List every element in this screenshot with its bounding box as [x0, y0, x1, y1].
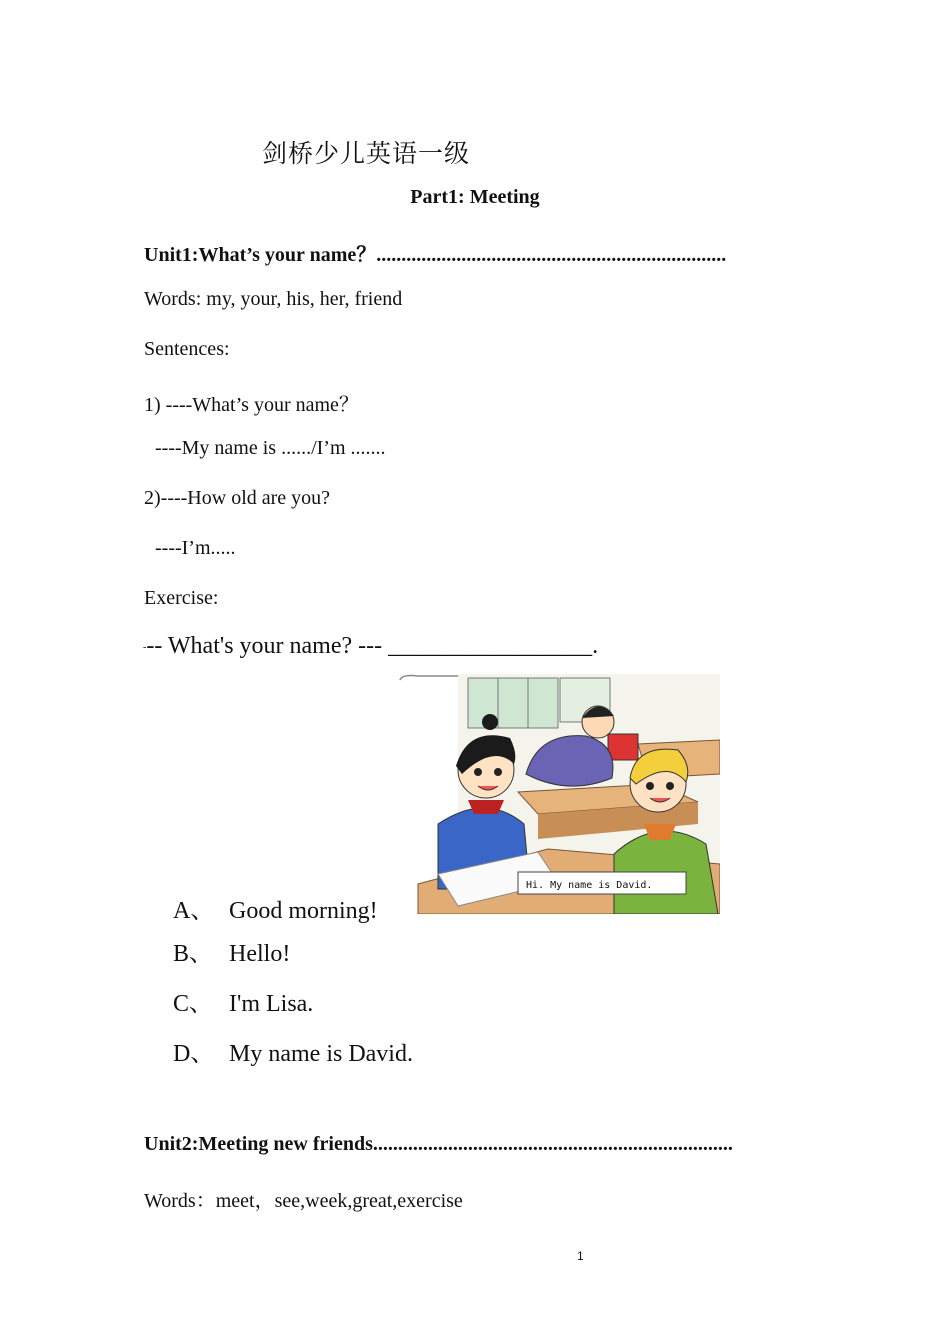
option-b-text: Hello! [229, 941, 291, 967]
sentences-label: Sentences: [144, 338, 230, 360]
option-a-letter: A、 [173, 898, 215, 924]
page-number: 1 [577, 1249, 584, 1263]
option-c[interactable] [173, 983, 313, 1018]
option-c-text: I'm Lisa. [229, 991, 314, 1017]
classroom-illustration [398, 674, 720, 914]
option-a[interactable] [173, 890, 378, 925]
option-d[interactable] [173, 1033, 413, 1068]
option-d-text: My name is David. [229, 1041, 413, 1067]
option-a-text: Good morning! [229, 898, 378, 924]
option-b[interactable] [173, 933, 290, 968]
option-b-letter: B、 [173, 941, 214, 967]
sentence-2-answer: ----I’m..... [155, 537, 236, 559]
exercise-question-text: -- What's your name? --- _________________. [146, 633, 599, 659]
unit1-words: Words: my, your, his, her, friend [144, 288, 403, 310]
sentence-2-question: 2)----How old are you? [144, 487, 331, 509]
document-title: 剑桥少儿英语一级 [262, 139, 471, 168]
exercise-label: Exercise: [144, 587, 219, 609]
sentence-1-answer: ----My name is ....../I’m ....... [155, 437, 386, 459]
illustration-caption: Hi. My name is David. [526, 880, 653, 891]
unit2-title: Unit2:Meeting new friends........................................................................ [144, 1133, 733, 1155]
option-d-letter: D、 [173, 1041, 215, 1067]
exercise-question [143, 633, 598, 660]
unit2-words: Words：meet，see,week,great,exercise [144, 1190, 463, 1212]
part-heading: Part1: Meeting [410, 186, 540, 208]
sentence-1-question: 1) ----What’s your name？ [144, 394, 359, 416]
exercise-prefix: - [143, 641, 147, 653]
option-c-letter: C、 [173, 991, 214, 1017]
unit1-title: Unit1:What’s your name？...................................................................... [144, 244, 727, 266]
